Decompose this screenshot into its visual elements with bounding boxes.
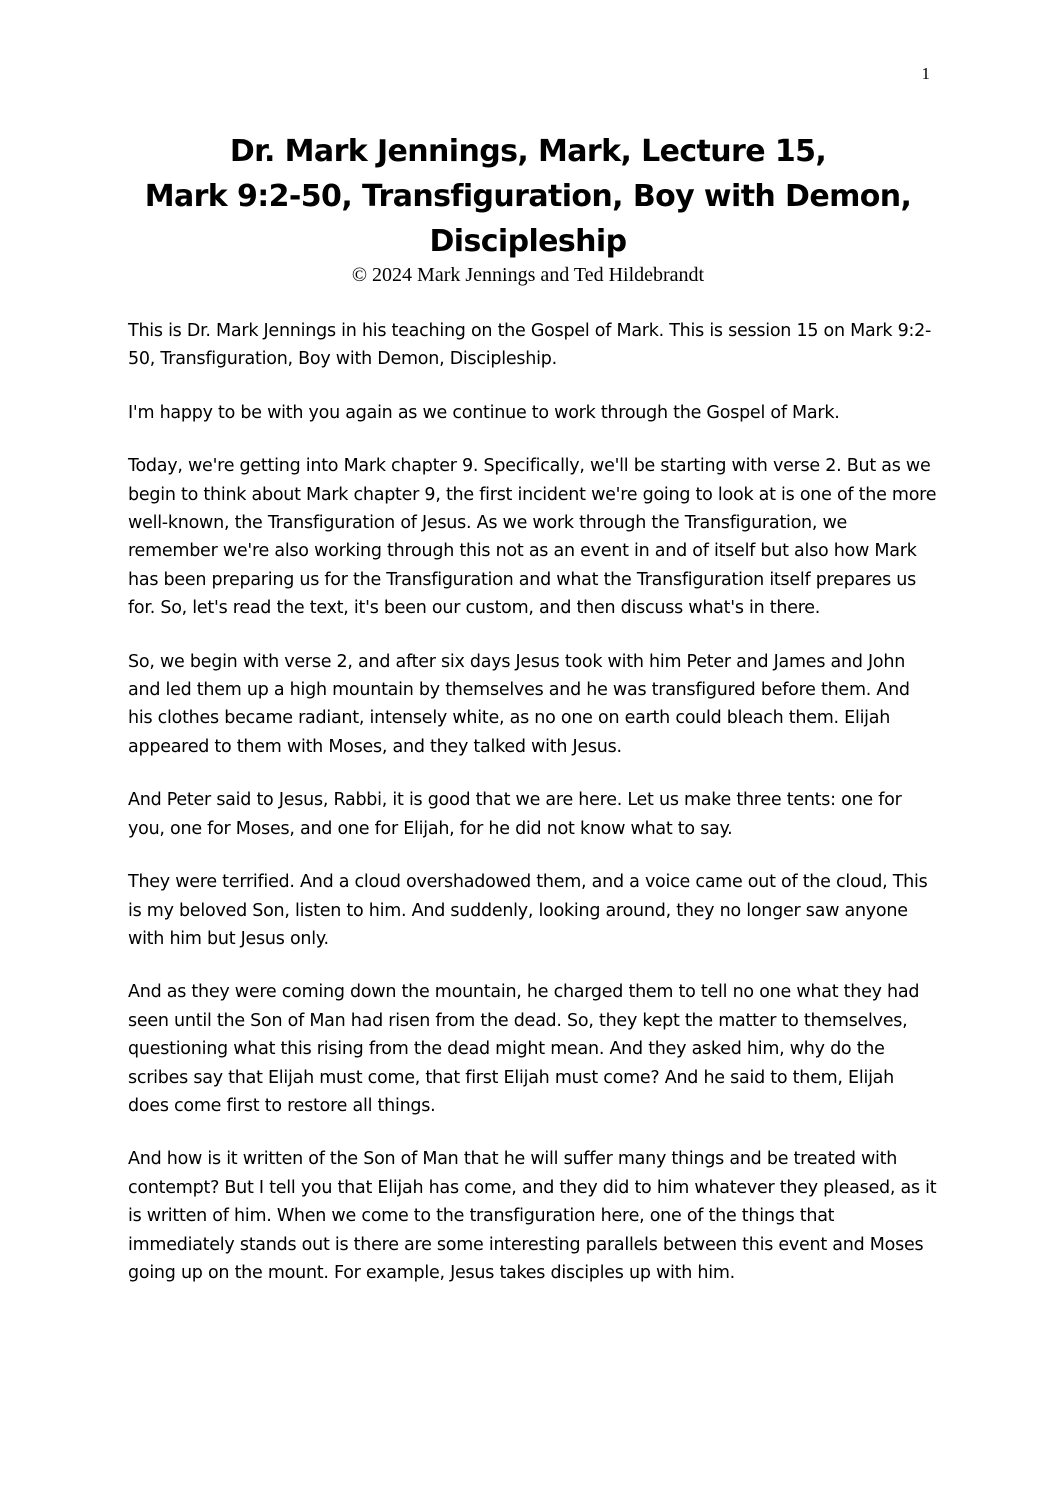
body-text bbox=[128, 317, 938, 1312]
page-number: 1 bbox=[921, 64, 930, 83]
paragraph-cloud-voice: They were terrified. And a cloud overshadowed them, and a voice came out of the cloud, This is my beloved Son, listen to him. And suddenly, looking around, they no longer saw anyone with him but Jesus only. bbox=[128, 872, 928, 949]
paragraph-chapter-9: Today, we're getting into Mark chapter 9. Specifically, we'll be starting with verse 2. But as we begin to think about Mark chapter 9, the first incident we're going to look at is one of the more well-known, the Transfiguration of Jesus. As we work through the Transfiguration, we remember we're also working through this not as an event in and of itself but also how Mark has been preparing us for the Transfiguration and what the Transfiguration itself prepares us for. So, let's read the text, it's been our custom, and then discuss what's in there. bbox=[128, 456, 937, 619]
paragraph-down-mountain: And as they were coming down the mountain, he charged them to tell no one what they had seen until the Son of Man had risen from the dead. So, they kept the matter to themselves, questioning what this rising from the dead might mean. And they asked him, why do the scribes say that Elijah must come, that first Elijah must come? And he said to them, Elijah does come first to restore all things. bbox=[128, 982, 920, 1116]
title-line-2: Mark 9:2-50, Transfiguration, Boy with Demon, bbox=[144, 179, 912, 214]
title-line-3: Discipleship bbox=[429, 224, 627, 259]
paragraph-greeting: I'm happy to be with you again as we continue to work through the Gospel of Mark. bbox=[128, 402, 840, 423]
paragraph-verse-2: So, we begin with verse 2, and after six days Jesus took with him Peter and James and John and led them up a high mountain by themselves and he was transfigured before them. And his clothes became radiant, intensely white, as no one on earth could bleach them. Elijah appeared to them with Moses, and they talked with Jesus. bbox=[128, 651, 910, 757]
paragraph-intro: This is Dr. Mark Jennings in his teaching on the Gospel of Mark. This is session 15 on Mark 9:2-50, Transfiguration, Boy with Demon, Discipleship. bbox=[128, 321, 932, 370]
paragraph-son-of-man: And how is it written of the Son of Man that he will suffer many things and be treated with contempt? But I tell you that Elijah has come, and they did to him whatever they pleased, as it is written of him. When we come to the transfiguration here, one of the things that immediately stands out is there are some interesting parallels between this event and Moses going up on the mount. For example, Jesus takes disciples up with him. bbox=[128, 1149, 937, 1283]
title-block bbox=[110, 129, 946, 288]
paragraph-peter-tents: And Peter said to Jesus, Rabbi, it is good that we are here. Let us make three tents: one for you, one for Moses, and one for Elijah, for he did not know what to say. bbox=[128, 790, 902, 839]
copyright-notice: © 2024 Mark Jennings and Ted Hildebrandt bbox=[351, 264, 705, 286]
title-line-1: Dr. Mark Jennings, Mark, Lecture 15, bbox=[229, 134, 827, 169]
